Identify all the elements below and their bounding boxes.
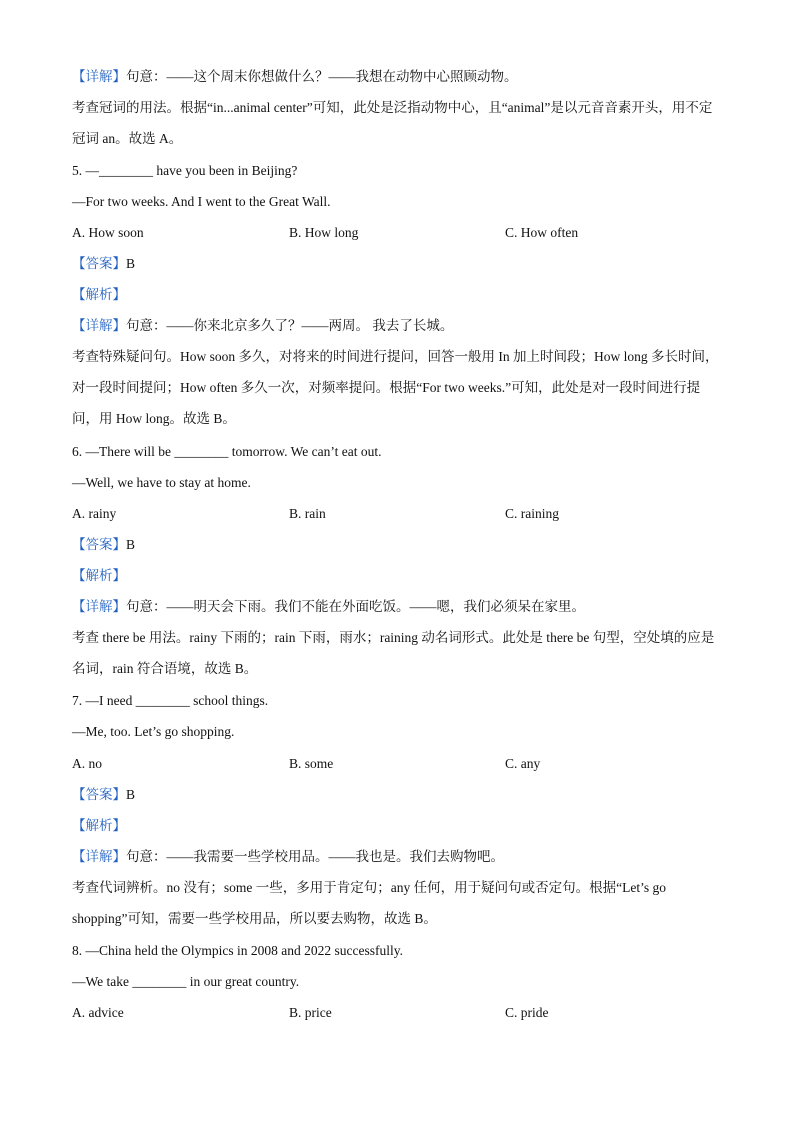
detail-label: 【详解】 [72,318,126,333]
q7-option-c: C. any [505,756,541,771]
q8-option-a: A. advice [72,1005,124,1020]
q8-option-b: B. price [289,1005,332,1020]
q5-analysis-heading [72,286,722,304]
q6-answer [72,536,722,554]
q7-options [72,755,722,773]
q8-reply: —We take ________ in our great country. [72,974,300,989]
q6-analysis-heading [72,567,722,585]
detail-label: 【详解】 [72,599,126,614]
q5-options [72,224,722,242]
q5-option-a: A. How soon [72,225,144,240]
detail-text: 句意：——明天会下雨。我们不能在外面吃饭。——嗯，我们必须呆在家里。 [126,599,585,614]
q5-option-c: C. How often [505,225,579,240]
q7-answer [72,786,722,804]
q5-detail [72,317,722,335]
q5-explanation: 考查特殊疑问句。How soon 多久，对将来的时间进行提问，回答一般用 In 加上时间段；How long 多长时间，对一段时间提问；How often 多久一次，对频率提问。根据“For two weeks.”可知，此处是对一段时间进行提问，用 How long。故选 B。 [72,349,719,426]
q5-option-b: B. How long [289,225,359,240]
q5-stem: 5. —________ have you been in Beijing? [72,163,298,178]
q7-analysis-heading [72,817,722,835]
detail-text: 句意：——你来北京多久了？——两周。 我去了长城。 [126,318,454,333]
q6-detail [72,598,722,616]
answer-label: 【答案】 [72,537,126,552]
q6-stem: 6. —There will be ________ tomorrow. We can’t eat out. [72,444,382,459]
q6-option-c: C. raining [505,506,559,521]
detail-text: 句意：——这个周末你想做什么？——我想在动物中心照顾动物。 [126,69,518,84]
answer-value: B [126,256,136,271]
q6-explanation: 考查 there be 用法。rainy 下雨的；rain 下雨，雨水；raining 动名词形式。此处是 there be 句型，空处填的应是名词，rain 符合语境，故选 B。 [72,630,715,676]
q4-detail [72,68,722,86]
q7-option-b: B. some [289,756,334,771]
q5-reply: —For two weeks. And I went to the Great Wall. [72,194,331,209]
analysis-label: 【解析】 [72,287,126,302]
detail-text: 句意：——我需要一些学校用品。——我也是。我们去购物吧。 [126,849,504,864]
q7-detail [72,848,722,866]
q8-stem: 8. —China held the Olympics in 2008 and 2022 successfully. [72,943,403,958]
q5-answer [72,255,722,273]
q7-option-a: A. no [72,756,102,771]
answer-label: 【答案】 [72,256,126,271]
q8-option-c: C. pride [505,1005,549,1020]
answer-value: B [126,787,136,802]
q6-option-b: B. rain [289,506,326,521]
detail-label: 【详解】 [72,69,126,84]
answer-label: 【答案】 [72,787,126,802]
q8-options [72,1004,722,1022]
q6-reply: —Well, we have to stay at home. [72,475,251,490]
q6-options [72,505,722,523]
q7-reply: —Me, too. Let’s go shopping. [72,724,235,739]
q7-stem: 7. —I need ________ school things. [72,693,269,708]
answer-value: B [126,537,136,552]
analysis-label: 【解析】 [72,568,126,583]
q6-option-a: A. rainy [72,506,117,521]
detail-label: 【详解】 [72,849,126,864]
q4-explanation: 考查冠词的用法。根据“in...animal center”可知，此处是泛指动物中心，且“animal”是以元音音素开头，用不定冠词 an。故选 A。 [72,100,713,146]
analysis-label: 【解析】 [72,818,126,833]
q7-explanation: 考查代词辨析。no 没有；some 一些，多用于肯定句；any 任何，用于疑问句或否定句。根据“Let’s go shopping”可知，需要一些学校用品，所以要去购物，故选 B。 [72,880,666,926]
